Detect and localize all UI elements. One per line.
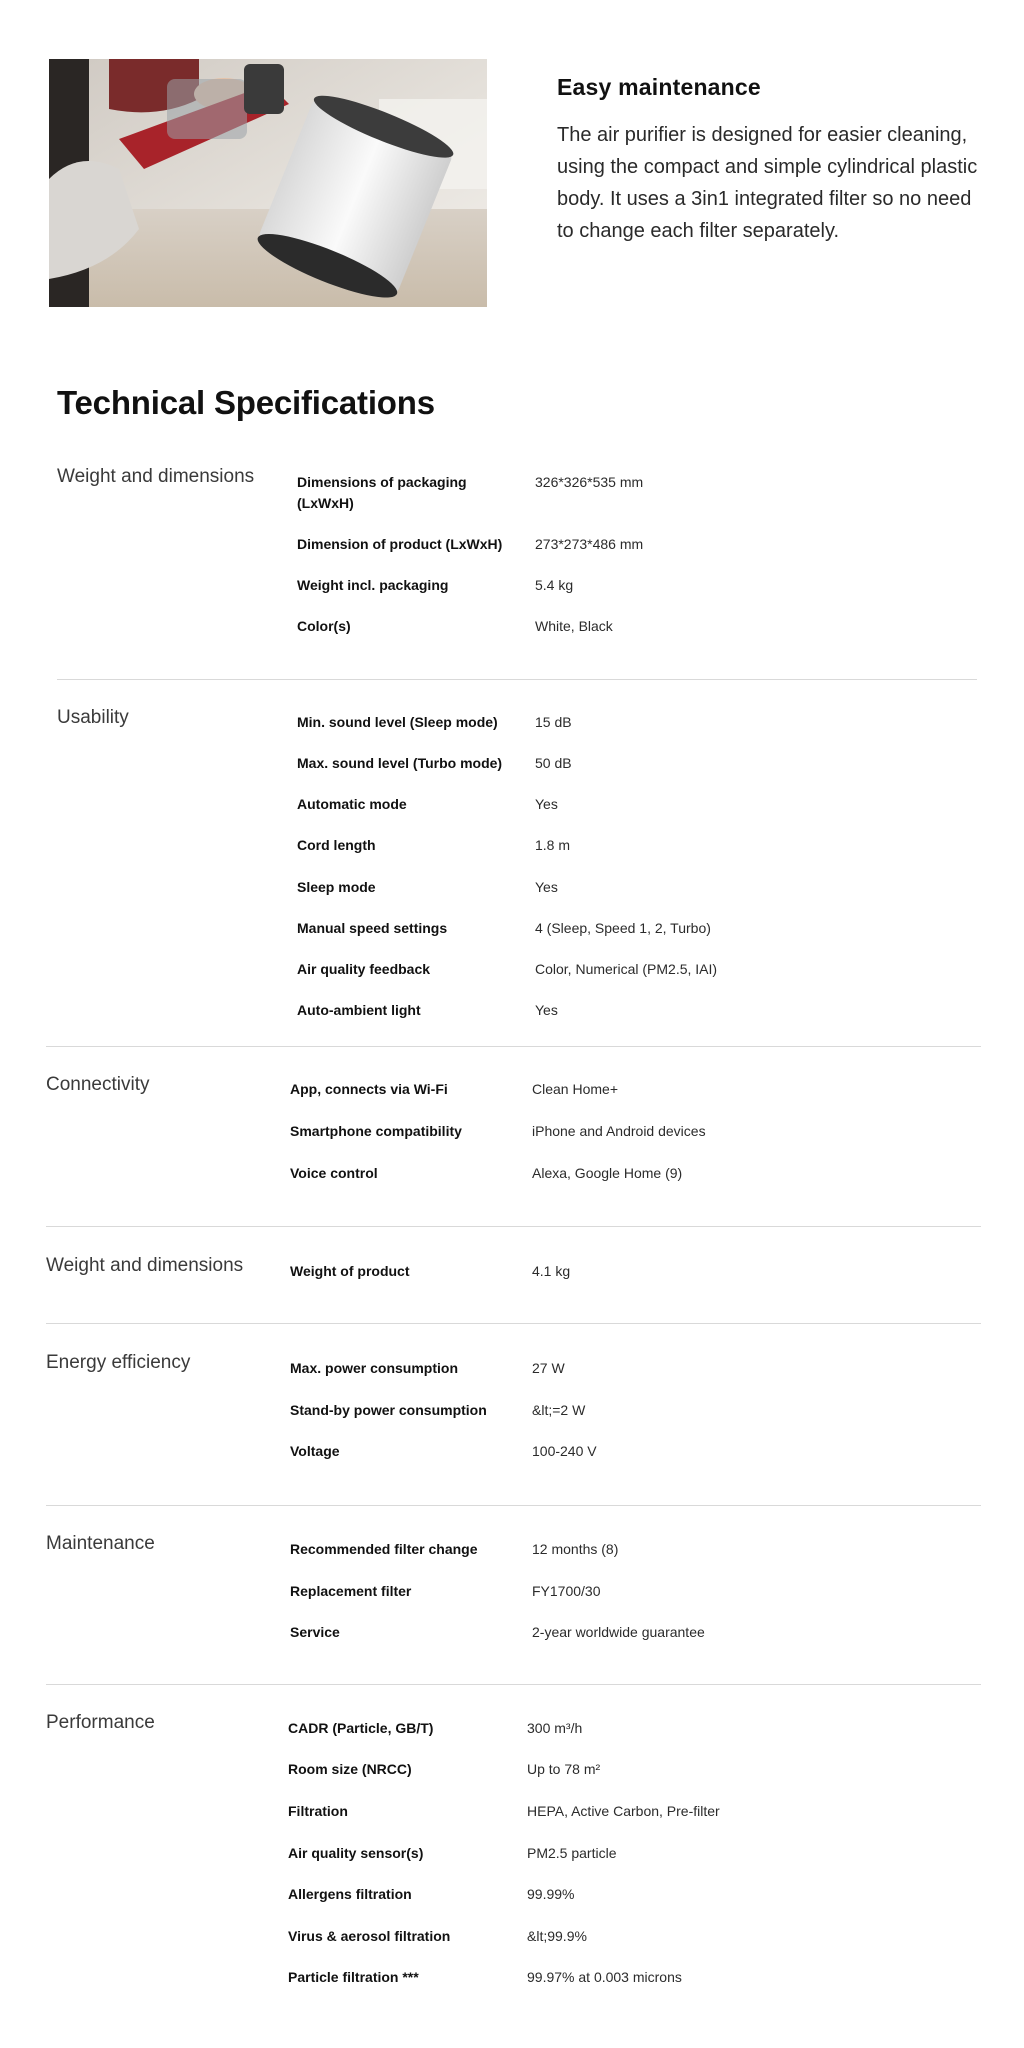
section-divider — [46, 1226, 981, 1227]
spec-label: Max. sound level (Turbo mode) — [297, 755, 503, 771]
spec-label: Filtration — [288, 1803, 348, 1819]
spec-value: White, Black — [535, 618, 613, 634]
section-divider — [46, 1684, 981, 1685]
section-divider — [46, 1505, 981, 1506]
spec-label: Max. power consumption — [290, 1360, 459, 1376]
section-label: Maintenance — [46, 1533, 155, 1554]
spec-label: CADR (Particle, GB/T) — [288, 1720, 434, 1736]
spec-label: Allergens filtration — [288, 1886, 412, 1902]
spec-label: Smartphone compatibility — [290, 1123, 462, 1139]
spec-value: 15 dB — [535, 714, 572, 730]
spec-label: Particle filtration *** — [288, 1969, 419, 1985]
spec-value: 5.4 kg — [535, 577, 574, 593]
spec-value: PM2.5 particle — [527, 1845, 617, 1861]
section-label: Weight and dimensions — [57, 466, 255, 487]
spec-value: 99.97% at 0.003 microns — [527, 1969, 682, 1985]
spec-label: Air quality sensor(s) — [288, 1845, 424, 1861]
spec-value: Up to 78 m² — [527, 1761, 601, 1777]
spec-value: &lt;=2 W — [532, 1402, 586, 1418]
spec-label: Auto-ambient light — [297, 1002, 421, 1018]
spec-label: Voice control — [290, 1165, 378, 1181]
spec-value: Color, Numerical (PM2.5, IAI) — [535, 961, 718, 977]
spec-label: Recommended filter change — [290, 1541, 478, 1557]
spec-value: Alexa, Google Home (9) — [532, 1165, 683, 1181]
spec-label: Weight of product — [290, 1263, 410, 1279]
spec-value: iPhone and Android devices — [532, 1123, 706, 1139]
spec-value: 1.8 m — [535, 837, 571, 853]
spec-label: Weight incl. packaging — [297, 577, 449, 593]
spec-label: App, connects via Wi-Fi — [290, 1081, 448, 1097]
spec-value: 300 m³/h — [527, 1720, 583, 1736]
hero-photo — [49, 59, 487, 307]
spec-value: FY1700/30 — [532, 1583, 601, 1599]
spec-value: Clean Home+ — [532, 1081, 618, 1097]
section-label: Connectivity — [46, 1074, 150, 1095]
spec-label: Dimensions of packaging (LxWxH) — [297, 474, 467, 511]
spec-title: Technical Specifications — [57, 384, 435, 421]
spec-value: HEPA, Active Carbon, Pre-filter — [527, 1803, 720, 1819]
spec-label: Voltage — [290, 1443, 340, 1459]
spec-value: 273*273*486 mm — [535, 536, 644, 552]
section-label: Weight and dimensions — [46, 1255, 244, 1276]
spec-label: Stand-by power consumption — [290, 1402, 487, 1418]
hero-text-block — [557, 74, 987, 247]
spec-value: 27 W — [532, 1360, 565, 1376]
spec-value: &lt;99.9% — [527, 1928, 587, 1944]
spec-value: 326*326*535 mm — [535, 474, 644, 490]
spec-label: Dimension of product (LxWxH) — [297, 536, 503, 552]
spec-value: 100-240 V — [532, 1443, 597, 1459]
spec-value: 4.1 kg — [532, 1263, 571, 1279]
spec-label: Automatic mode — [297, 796, 407, 812]
spec-label: Room size (NRCC) — [288, 1761, 412, 1777]
section-label: Usability — [57, 707, 129, 728]
spec-label: Sleep mode — [297, 879, 376, 895]
spec-label: Min. sound level (Sleep mode) — [297, 714, 498, 730]
spec-label: Replacement filter — [290, 1583, 412, 1599]
hero-description: The air purifier is designed for easier cleaning, using the compact and simple cylindrical plastic body. It uses a 3in1 integrated filter so no need to change each filter separately. — [557, 124, 978, 242]
spec-value: Yes — [535, 796, 558, 812]
section-divider — [46, 1323, 981, 1324]
section-label: Energy efficiency — [46, 1352, 191, 1373]
spec-value: 4 (Sleep, Speed 1, 2, Turbo) — [535, 920, 711, 936]
spec-value: Yes — [535, 879, 558, 895]
spec-label: Color(s) — [297, 618, 351, 634]
spec-value: 99.99% — [527, 1886, 575, 1902]
spec-value: Yes — [535, 1002, 558, 1018]
spec-label: Cord length — [297, 837, 376, 853]
section-divider — [46, 1046, 981, 1047]
section-divider — [57, 679, 977, 680]
hero-title: Easy maintenance — [557, 74, 761, 100]
spec-value: 2-year worldwide guarantee — [532, 1624, 705, 1640]
section-label: Performance — [46, 1712, 155, 1733]
spec-value: 50 dB — [535, 755, 572, 771]
spec-value: 12 months (8) — [532, 1541, 619, 1557]
spec-label: Service — [290, 1624, 340, 1640]
spec-label: Manual speed settings — [297, 920, 448, 936]
spec-label: Air quality feedback — [297, 961, 431, 977]
spec-label: Virus & aerosol filtration — [288, 1928, 451, 1944]
